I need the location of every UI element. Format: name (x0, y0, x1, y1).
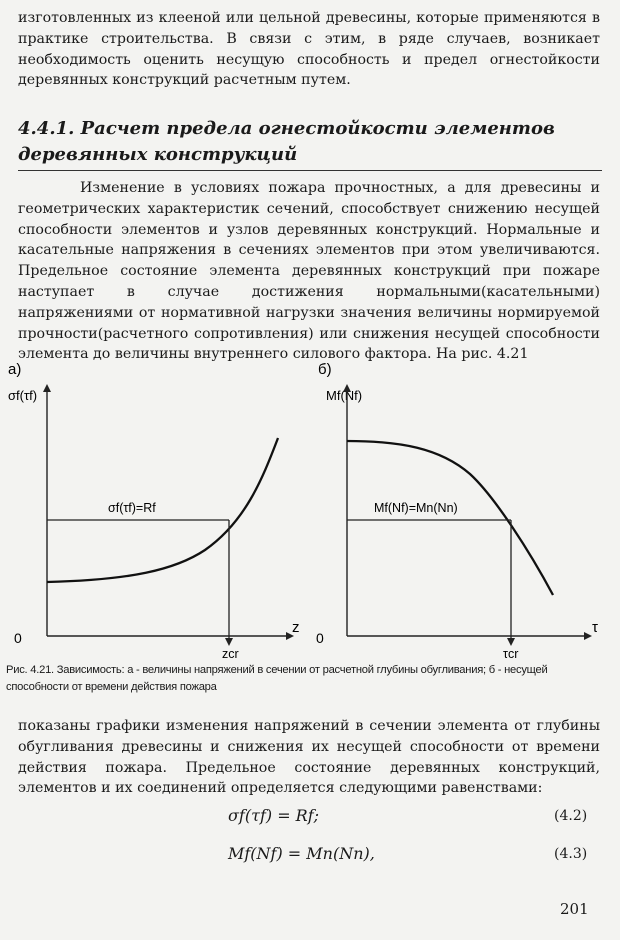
figure-caption: Рис. 4.21. Зависимость: а - величины напряжений в сечении от расчетной глубины обугливания; б - несущей способности от времени действия пожара (6, 664, 548, 693)
panel-a-label: а) (8, 361, 22, 378)
panel-b-label: б) (318, 361, 332, 378)
panel-b-hline-label: Mf(Nf)=Mn(Nn) (374, 501, 458, 515)
panel-b-ylabel: Mf(Nf) (326, 388, 363, 403)
figure-4-21 (0, 352, 620, 662)
equation-4-2-number: (4.2) (554, 808, 588, 824)
paragraph-conclusion: показаны графики изменения напряжений в сечении элемента от глубины обугливания древесины и снижения их несущей способности от времени действия пожара. Предельное состояние деревянных конструкций, элементов и их соединений определяется следующими равенствами: (18, 718, 600, 797)
equation-4-2: σf(τf) = Rf; (228, 806, 320, 825)
figure-svg (0, 352, 620, 662)
panel-b-curve (347, 441, 553, 595)
paragraph-body: Изменение в условиях пожара прочностных, а для древесины и геометрических характеристик сечений, способствует снижению несущей способности элементов и узлов деревянных конструкций. Нормальные и касательные напряжения в сечениях элементов при этом увеличиваются. Предельное состояние элемента деревянных конструкций при пожаре наступает в случае достижения нормальными(касательными) напряжениями от нормативной нагрузки значения величины нормируемой прочности(расчетного сопротивления) или снижения несущей способности элемента до величины внутреннего силового фактора. На рис. 4.21 (18, 180, 600, 363)
panel-a-xlabel: z (292, 619, 300, 636)
paragraph-intro: изготовленных из клееной или цельной древесины, которые применяются в практике строительства. В связи с этим, в ряде случаев, возникает необходимость оценить несущую способность и предел огнестойкости деревянных конструкций расчетным путем. (18, 10, 600, 89)
equation-4-3: Mf(Nf) = Mn(Nn), (228, 844, 375, 863)
panel-a-origin: 0 (14, 630, 22, 646)
panel-a-x-tick: zcr (222, 647, 239, 661)
panel-a-hline-label: σf(τf)=Rf (108, 501, 156, 515)
section-heading: 4.4.1. Расчет предела огнестойкости элементов деревянных конструкций (18, 118, 555, 165)
heading-underline (18, 170, 602, 171)
page-number: 201 (560, 900, 589, 918)
panel-b-origin: 0 (316, 630, 324, 646)
panel-a-ylabel: σf(τf) (8, 388, 38, 403)
equation-4-3-number: (4.3) (554, 846, 588, 862)
panel-b-x-tick: τcr (503, 647, 519, 661)
panel-a-curve (47, 438, 278, 582)
panel-b-xlabel: τ (592, 619, 598, 636)
